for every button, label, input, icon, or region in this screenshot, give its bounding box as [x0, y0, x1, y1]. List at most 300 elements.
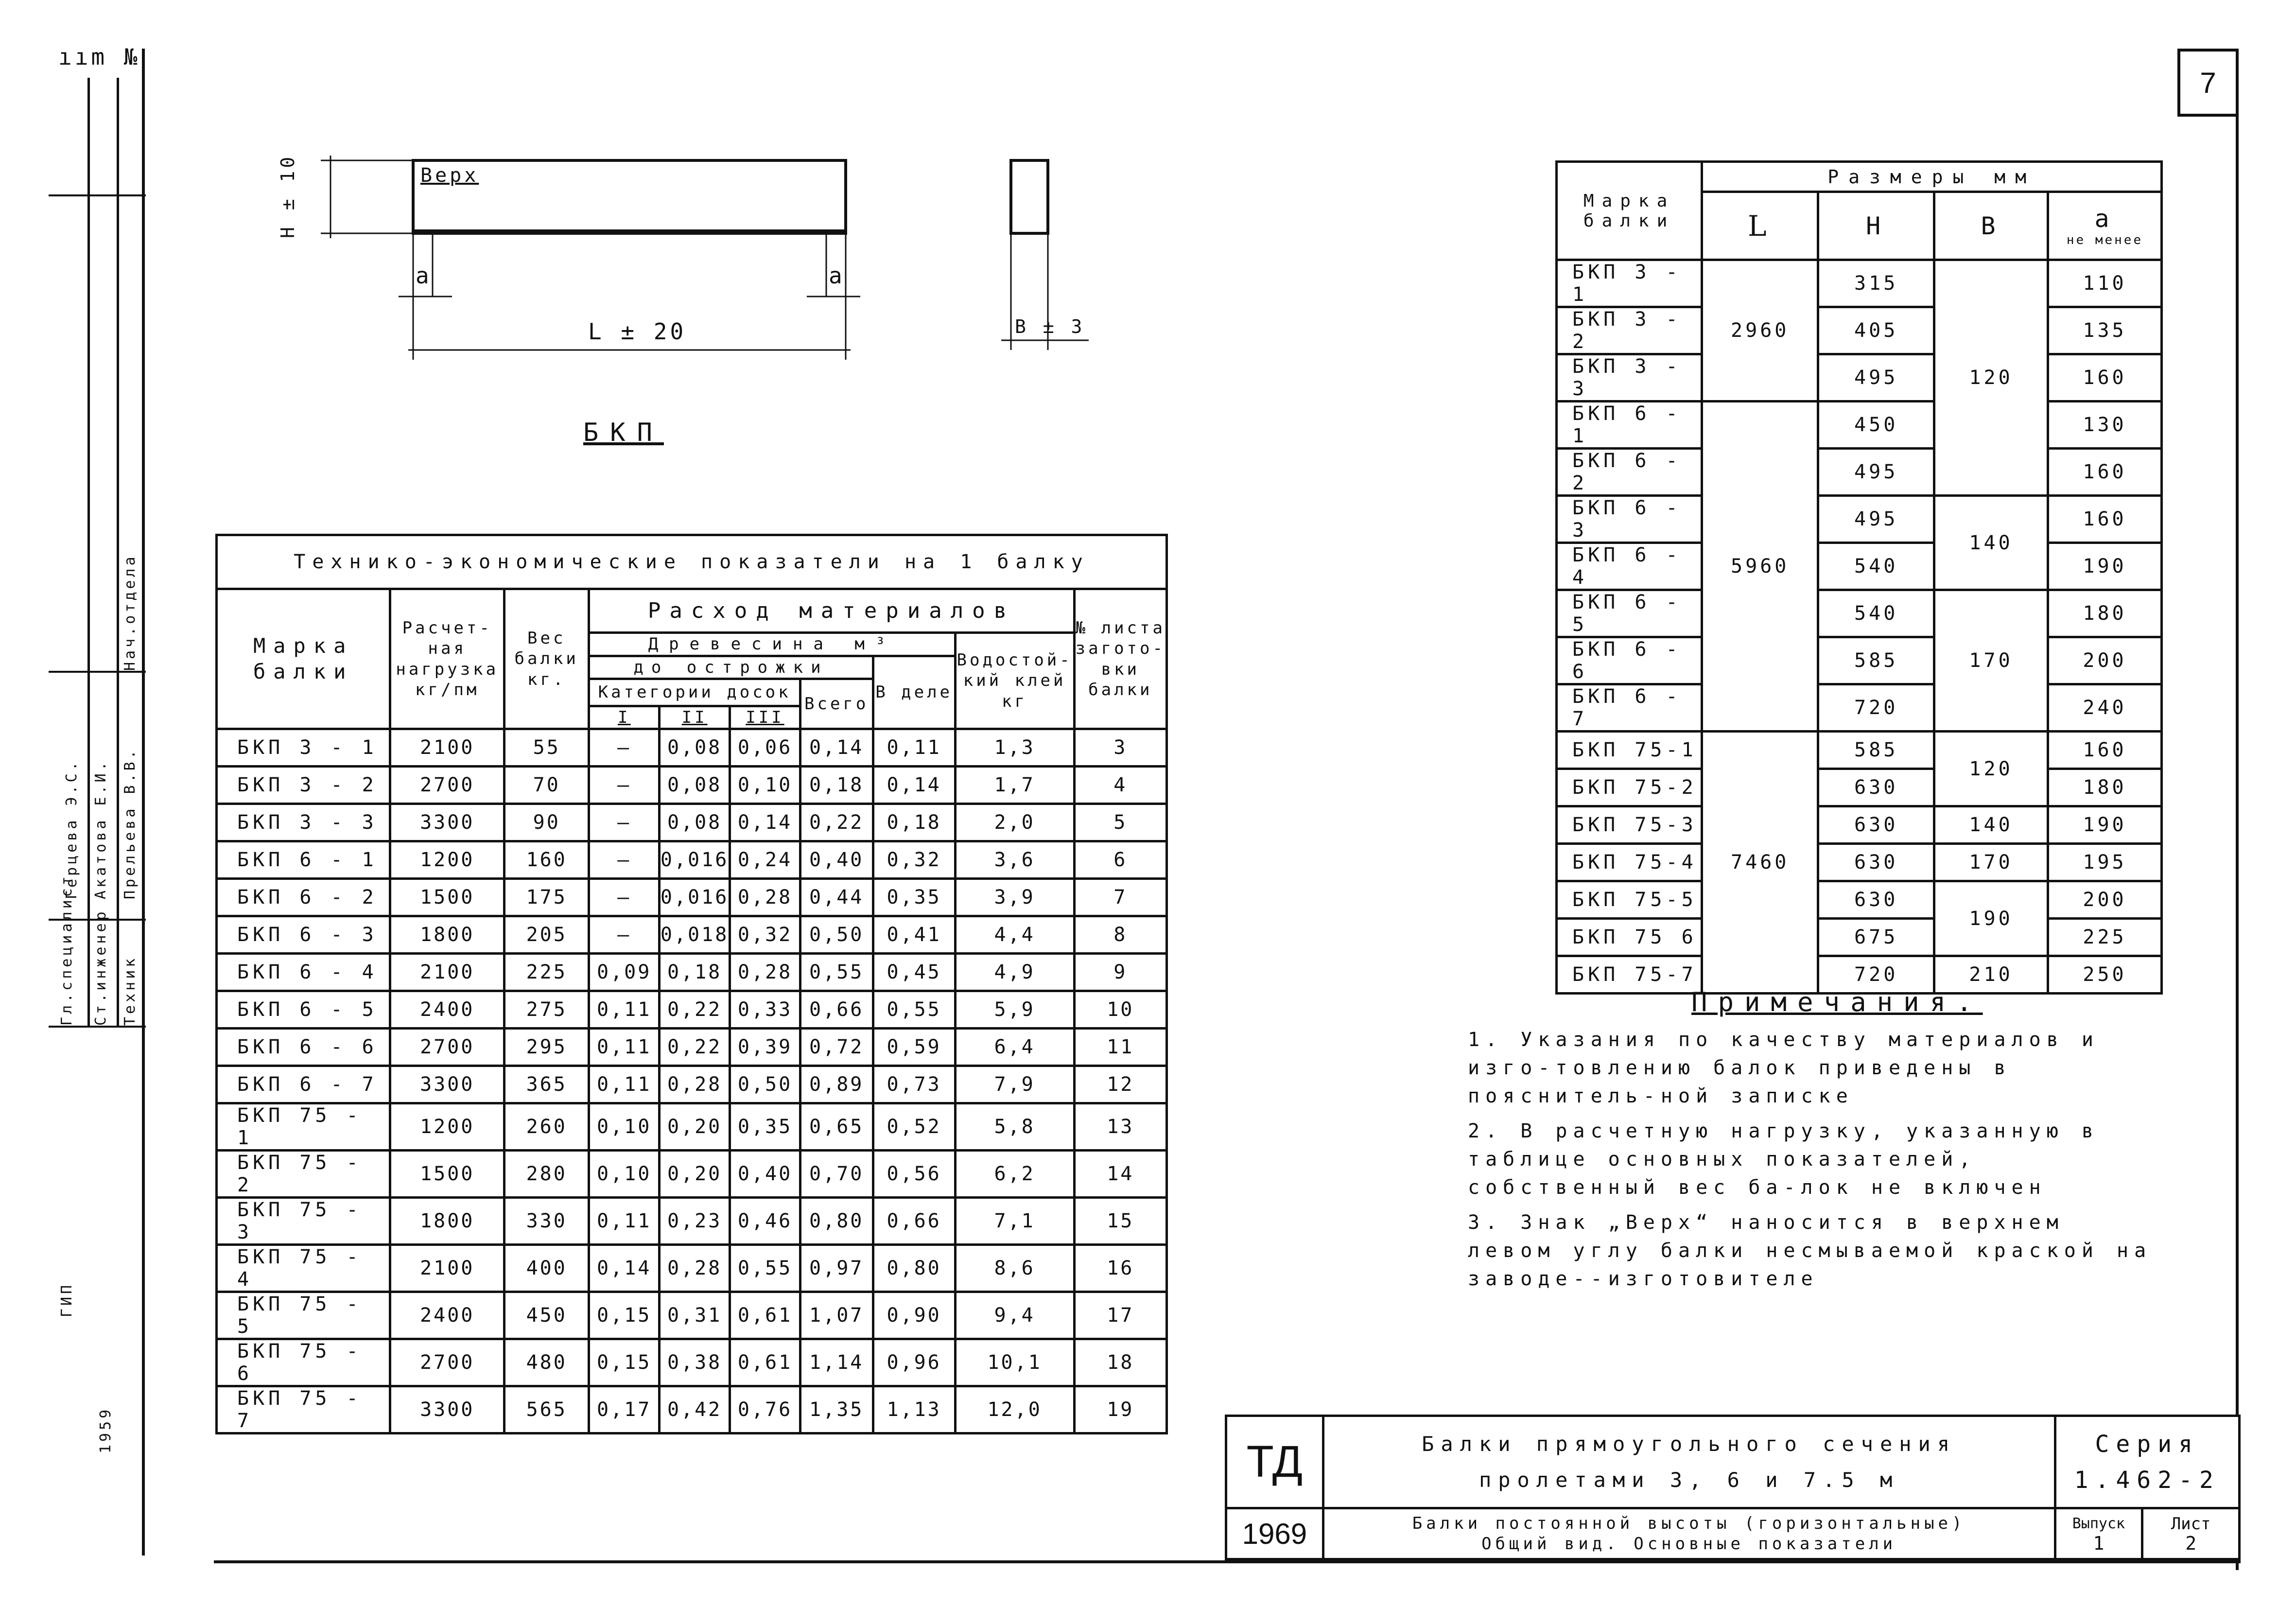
cell-cat2: 0,08	[659, 729, 730, 767]
width-tolerance-label: B ± 3	[1015, 316, 1085, 337]
side-label-head: Нач.отдела	[122, 554, 139, 671]
beam-drawing	[272, 146, 1147, 467]
col-header-total: Всего	[800, 679, 873, 729]
cell-sheet-no: 4	[1074, 767, 1166, 804]
cell-cat3: 0,32	[730, 916, 800, 954]
table-row	[217, 1151, 1167, 1198]
note-item: 2. В расчетную нагрузку, указанную в таблице основных показателей, собственный вес ба-лок не включен	[1468, 1120, 2099, 1199]
cell-total: 0,97	[800, 1245, 873, 1292]
cell-H: 315	[1818, 260, 1934, 307]
cell-glue: 12,0	[955, 1386, 1074, 1433]
board-category-label: Категории досок	[590, 680, 799, 707]
cell-cat1: —	[589, 879, 660, 916]
cell-sheet-no: 11	[1074, 1029, 1166, 1066]
cell-cat1: 0,17	[589, 1386, 660, 1433]
cell-H: 630	[1818, 844, 1934, 881]
cell-mark: БКП 6 - 5	[217, 991, 390, 1029]
cell-sheet-no: 10	[1074, 991, 1166, 1029]
table-row	[1557, 637, 2162, 684]
cell-cat1: 0,09	[589, 954, 660, 991]
cell-mark: БКП 75 - 3	[217, 1198, 390, 1245]
cell-cat1: 0,11	[589, 1066, 660, 1103]
dims-header-L: L	[1702, 192, 1818, 260]
table-row	[1557, 769, 2162, 806]
note-item: 1. Указания по качеству материалов и изго-товлению балок приведены в пояснитель-ной записке	[1468, 1029, 2099, 1107]
table-row	[1557, 732, 2162, 769]
cell-in-work: 0,73	[873, 1066, 955, 1103]
cell-B: 210	[1934, 956, 2048, 994]
cell-cat1: 0,11	[589, 1029, 660, 1066]
cell-mark: БКП 3 - 2	[217, 767, 390, 804]
cell-cat3: 0,46	[730, 1198, 800, 1245]
col-header-in-work: В деле	[873, 656, 955, 729]
cell-a: 180	[2048, 769, 2162, 806]
cell-sheet-no: 16	[1074, 1245, 1166, 1292]
frame-right-line	[2236, 49, 2239, 1570]
cell-cat2: 0,42	[659, 1386, 730, 1433]
cell-a: 200	[2048, 637, 2162, 684]
note-item: 3. Знак „Верх“ наносится в верхнем левом углу балки несмываемой краской на заводе--изготовителе	[1468, 1211, 2152, 1290]
notes-title: Примечания.	[1691, 987, 1983, 1017]
cell-mark: БКП 6 - 2	[217, 879, 390, 916]
cell-glue: 1,3	[955, 729, 1074, 767]
cell-weight: 280	[504, 1151, 589, 1198]
cell-sheet-no: 8	[1074, 916, 1166, 954]
cell-cat3: 0,55	[730, 1245, 800, 1292]
cell-cat1: 0,11	[589, 991, 660, 1029]
stamp-issue	[2055, 1508, 2142, 1559]
table-row	[217, 879, 1167, 916]
cell-sheet-no: 18	[1074, 1339, 1166, 1386]
cell-in-work: 0,32	[873, 841, 955, 879]
cell-in-work: 0,45	[873, 954, 955, 991]
cell-load: 1500	[390, 1151, 504, 1198]
side-extra-2: 1959	[97, 1406, 114, 1453]
cell-sheet-no: 6	[1074, 841, 1166, 879]
cell-B: 120	[1934, 260, 2048, 496]
cell-cat1: 0,10	[589, 1103, 660, 1151]
side-name-3: Прельева В.В.	[122, 747, 139, 899]
cell-a: 160	[2048, 449, 2162, 496]
cell-H: 630	[1818, 806, 1934, 844]
cell-cat2: 0,20	[659, 1151, 730, 1198]
cell-glue: 2,0	[955, 804, 1074, 841]
cell-H: 495	[1818, 354, 1934, 402]
cell-sheet-no: 7	[1074, 879, 1166, 916]
cell-glue: 5,9	[955, 991, 1074, 1029]
cell-glue: 1,7	[955, 767, 1074, 804]
cell-L: 7460	[1702, 732, 1818, 994]
cell-total: 0,40	[800, 841, 873, 879]
cell-cat2: 0,31	[659, 1292, 730, 1339]
tech-economic-table	[215, 534, 1168, 1434]
cell-sheet-no: 19	[1074, 1386, 1166, 1433]
cell-mark: БКП 6 - 6	[1557, 637, 1702, 684]
cell-cat3: 0,35	[730, 1103, 800, 1151]
cell-a: 130	[2048, 402, 2162, 449]
cell-load: 2400	[390, 1292, 504, 1339]
cell-a: 160	[2048, 354, 2162, 402]
cell-H: 495	[1818, 496, 1934, 543]
cell-cat3: 0,40	[730, 1151, 800, 1198]
cell-H: 630	[1818, 881, 1934, 919]
cell-weight: 565	[504, 1386, 589, 1433]
cell-weight: 365	[504, 1066, 589, 1103]
table-row	[217, 916, 1167, 954]
support-right-label: a	[829, 262, 845, 289]
table-row	[1557, 919, 2162, 956]
cell-a: 190	[2048, 543, 2162, 590]
cell-in-work: 0,41	[873, 916, 955, 954]
cell-glue: 4,4	[955, 916, 1074, 954]
cell-H: 675	[1818, 919, 1934, 956]
cell-mark: БКП 6 - 1	[1557, 402, 1702, 449]
cell-a: 225	[2048, 919, 2162, 956]
side-label-specialist: Гл.специалист	[58, 874, 75, 1026]
length-tolerance-label: L ± 20	[588, 318, 687, 345]
cell-mark: БКП 6 - 3	[217, 916, 390, 954]
drawing-caption: БКП	[583, 418, 664, 447]
cell-cat2: 0,22	[659, 991, 730, 1029]
stamp-sheet-label: Лист	[2171, 1514, 2211, 1534]
cell-cat3: 0,10	[730, 767, 800, 804]
cell-sheet-no: 14	[1074, 1151, 1166, 1198]
cell-weight: 175	[504, 879, 589, 916]
table-row	[1557, 260, 2162, 307]
cell-cat3: 0,39	[730, 1029, 800, 1066]
cell-cat1: 0,14	[589, 1245, 660, 1292]
stamp-issue-value: 1	[2093, 1533, 2105, 1554]
height-tolerance-label: H ± 10	[277, 154, 298, 238]
table-row	[217, 1245, 1167, 1292]
cell-a: 160	[2048, 496, 2162, 543]
cell-glue: 7,9	[955, 1066, 1074, 1103]
cell-H: 720	[1818, 684, 1934, 732]
stamp-org: ТД	[1226, 1416, 1323, 1508]
cell-in-work: 0,66	[873, 1198, 955, 1245]
cell-sheet-no: 3	[1074, 729, 1166, 767]
cell-in-work: 0,59	[873, 1029, 955, 1066]
table-row	[217, 767, 1167, 804]
cell-load: 3300	[390, 1066, 504, 1103]
cell-a: 190	[2048, 806, 2162, 844]
cell-a: 250	[2048, 956, 2162, 994]
table-row	[217, 1198, 1167, 1245]
table-row	[1557, 402, 2162, 449]
cell-mark: БКП 6 - 4	[1557, 543, 1702, 590]
table-row	[1557, 307, 2162, 354]
cell-total: 0,89	[800, 1066, 873, 1103]
cell-glue: 10,1	[955, 1339, 1074, 1386]
cell-cat3: 0,24	[730, 841, 800, 879]
cell-a: 110	[2048, 260, 2162, 307]
cell-weight: 260	[504, 1103, 589, 1151]
cell-total: 1,35	[800, 1386, 873, 1433]
cell-mark: БКП 75-3	[1557, 806, 1702, 844]
table-row	[1557, 449, 2162, 496]
cell-B: 120	[1934, 732, 2048, 806]
cell-cat2: 0,28	[659, 1245, 730, 1292]
table-row	[1557, 543, 2162, 590]
cell-weight: 90	[504, 804, 589, 841]
stamp-series-value: 1.462-2	[2074, 1466, 2220, 1494]
table-row	[1557, 844, 2162, 881]
table-row	[217, 1029, 1167, 1066]
cell-in-work: 0,52	[873, 1103, 955, 1151]
cell-in-work: 0,90	[873, 1292, 955, 1339]
stamp-year: 1969	[1226, 1508, 1323, 1559]
cell-cat3: 0,14	[730, 804, 800, 841]
cell-load: 2100	[390, 954, 504, 991]
stamp-series-label: Серия	[2095, 1430, 2199, 1458]
table-row	[217, 1292, 1167, 1339]
side-name-2: Акатова Е.И.	[92, 759, 109, 899]
sheet-number: 7	[2200, 66, 2216, 99]
cell-cat1: 0,15	[589, 1292, 660, 1339]
cell-glue: 3,9	[955, 879, 1074, 916]
cell-load: 3300	[390, 804, 504, 841]
cell-mark: БКП 75 - 4	[217, 1245, 390, 1292]
cell-a: 180	[2048, 590, 2162, 637]
table-row	[1557, 881, 2162, 919]
cell-cat2: 0,28	[659, 1066, 730, 1103]
cell-glue: 9,4	[955, 1292, 1074, 1339]
table-row	[217, 954, 1167, 991]
cat-2-label: II	[661, 707, 731, 728]
cell-mark: БКП 75 - 2	[217, 1151, 390, 1198]
table-row	[217, 1103, 1167, 1151]
stamp-title-line2: пролетами 3, 6 и 7.5 м	[1478, 1468, 1899, 1492]
cell-sheet-no: 17	[1074, 1292, 1166, 1339]
dimensions-table	[1555, 160, 2163, 995]
cell-glue: 3,6	[955, 841, 1074, 879]
cell-weight: 205	[504, 916, 589, 954]
stamp-subtitle	[1323, 1508, 2055, 1559]
cell-cat3: 0,33	[730, 991, 800, 1029]
dims-header-B: B	[1934, 192, 2048, 260]
cell-weight: 55	[504, 729, 589, 767]
stamp-sheet-value: 2	[2185, 1533, 2197, 1554]
cell-total: 0,72	[800, 1029, 873, 1066]
stamp-issue-label: Выпуск	[2072, 1515, 2125, 1532]
col-header-consumption: Расход материалов	[589, 589, 1074, 633]
cell-weight: 275	[504, 991, 589, 1029]
cell-cat1: —	[589, 804, 660, 841]
cell-glue: 5,8	[955, 1103, 1074, 1151]
cell-total: 0,44	[800, 879, 873, 916]
top-marker-label: Верх	[420, 164, 479, 187]
table-row	[217, 841, 1167, 879]
cell-total: 1,07	[800, 1292, 873, 1339]
cell-H: 585	[1818, 732, 1934, 769]
cell-total: 0,66	[800, 991, 873, 1029]
stamp-subtitle-line2: Общий вид. Основные показатели	[1481, 1534, 1897, 1554]
cell-mark: БКП 75 6	[1557, 919, 1702, 956]
cell-mark: БКП 75 - 1	[217, 1103, 390, 1151]
cell-cat1: 0,11	[589, 1198, 660, 1245]
notes-list	[1468, 1026, 2168, 1293]
cell-cat2: 0,016	[659, 879, 730, 916]
cell-cat3: 0,61	[730, 1339, 800, 1386]
cell-cat2: 0,018	[659, 916, 730, 954]
cell-mark: БКП 6 - 4	[217, 954, 390, 991]
cell-in-work: 0,18	[873, 804, 955, 841]
cell-H: 540	[1818, 543, 1934, 590]
cell-load: 2100	[390, 729, 504, 767]
dims-table-body	[1557, 260, 2162, 994]
cell-in-work: 0,11	[873, 729, 955, 767]
cell-cat3: 0,76	[730, 1386, 800, 1433]
stamp-sheet	[2142, 1508, 2240, 1559]
cell-mark: БКП 75 - 5	[217, 1292, 390, 1339]
dims-header-a-symbol: a	[2094, 204, 2115, 233]
cell-a: 195	[2048, 844, 2162, 881]
cell-glue: 4,9	[955, 954, 1074, 991]
cell-total: 0,70	[800, 1151, 873, 1198]
cat-3-label: III	[746, 707, 784, 727]
sheet-number-box	[2177, 49, 2239, 117]
side-name-1: Герцева Э.С.	[63, 759, 80, 899]
cell-a: 240	[2048, 684, 2162, 732]
table-row	[1557, 496, 2162, 543]
table-row	[217, 1066, 1167, 1103]
cell-cat2: 0,22	[659, 1029, 730, 1066]
col-header-wood: Древесина м³	[589, 633, 955, 656]
table-row	[217, 1339, 1167, 1386]
cell-cat2: 0,23	[659, 1198, 730, 1245]
cell-mark: БКП 3 - 1	[1557, 260, 1702, 307]
side-strip	[0, 44, 146, 1453]
cell-weight: 225	[504, 954, 589, 991]
cell-load: 1200	[390, 841, 504, 879]
col-header-weight: Вес балки кг.	[504, 589, 589, 729]
cell-H: 540	[1818, 590, 1934, 637]
cell-weight: 295	[504, 1029, 589, 1066]
cell-a: 160	[2048, 732, 2162, 769]
cell-total: 0,14	[800, 729, 873, 767]
dims-header-H: H	[1818, 192, 1934, 260]
cell-total: 0,55	[800, 954, 873, 991]
cell-sheet-no: 5	[1074, 804, 1166, 841]
cell-total: 1,14	[800, 1339, 873, 1386]
table-row	[1557, 806, 2162, 844]
cell-total: 0,65	[800, 1103, 873, 1151]
corner-label: ıım №	[58, 44, 140, 70]
cell-H: 720	[1818, 956, 1934, 994]
tech-table-body	[217, 729, 1167, 1433]
cell-in-work: 0,80	[873, 1245, 955, 1292]
cell-cat3: 0,61	[730, 1292, 800, 1339]
col-header-board-category	[589, 679, 800, 729]
cell-cat2: 0,08	[659, 804, 730, 841]
cell-mark: БКП 75-2	[1557, 769, 1702, 806]
cell-cat1: —	[589, 767, 660, 804]
cell-cat1: 0,10	[589, 1151, 660, 1198]
cell-load: 1200	[390, 1103, 504, 1151]
table-row	[1557, 684, 2162, 732]
cell-sheet-no: 9	[1074, 954, 1166, 991]
cell-a: 135	[2048, 307, 2162, 354]
cell-mark: БКП 75 - 7	[217, 1386, 390, 1433]
cell-total: 0,18	[800, 767, 873, 804]
cell-in-work: 0,96	[873, 1339, 955, 1386]
stamp-series	[2055, 1416, 2240, 1508]
cell-H: 630	[1818, 769, 1934, 806]
cell-mark: БКП 3 - 1	[217, 729, 390, 767]
cell-cat2: 0,016	[659, 841, 730, 879]
col-header-mark: Марка балки	[217, 589, 390, 729]
dims-header-a-note: не менее	[2066, 232, 2143, 247]
col-header-glue: Водостой-кий клей кг	[955, 633, 1074, 729]
cell-load: 1800	[390, 1198, 504, 1245]
table-row	[217, 804, 1167, 841]
cell-weight: 330	[504, 1198, 589, 1245]
table-row	[217, 1386, 1167, 1433]
cell-load: 2400	[390, 991, 504, 1029]
cell-a: 200	[2048, 881, 2162, 919]
title-block	[1225, 1415, 2241, 1560]
stamp-subtitle-line1: Балки постоянной высоты (горизонтальные)	[1412, 1514, 1966, 1533]
cell-B: 140	[1934, 806, 2048, 844]
cell-in-work: 0,56	[873, 1151, 955, 1198]
cell-total: 0,50	[800, 916, 873, 954]
cell-mark: БКП 75-5	[1557, 881, 1702, 919]
side-extra-1: ГИП	[58, 1282, 75, 1317]
cell-B: 190	[1934, 881, 2048, 956]
cell-load: 3300	[390, 1386, 504, 1433]
table-row	[217, 991, 1167, 1029]
cell-H: 495	[1818, 449, 1934, 496]
cell-H: 450	[1818, 402, 1934, 449]
cell-cat3: 0,28	[730, 954, 800, 991]
cell-in-work: 1,13	[873, 1386, 955, 1433]
cell-mark: БКП 75-7	[1557, 956, 1702, 994]
cell-weight: 480	[504, 1339, 589, 1386]
cell-load: 1500	[390, 879, 504, 916]
cell-mark: БКП 75-4	[1557, 844, 1702, 881]
col-header-load: Расчет-ная нагрузка кг/пм	[390, 589, 504, 729]
cell-cat3: 0,28	[730, 879, 800, 916]
cell-load: 2100	[390, 1245, 504, 1292]
cell-in-work: 0,14	[873, 767, 955, 804]
table-row	[1557, 590, 2162, 637]
cell-cat1: —	[589, 916, 660, 954]
cell-weight: 400	[504, 1245, 589, 1292]
cell-sheet-no: 12	[1074, 1066, 1166, 1103]
cell-load: 2700	[390, 767, 504, 804]
dims-header-sizes: Размеры мм	[1702, 162, 2162, 192]
cell-load: 2700	[390, 1029, 504, 1066]
cell-weight: 70	[504, 767, 589, 804]
cell-mark: БКП 3 - 3	[217, 804, 390, 841]
cell-in-work: 0,55	[873, 991, 955, 1029]
cell-sheet-no: 13	[1074, 1103, 1166, 1151]
dims-header-mark: Марка балки	[1557, 162, 1702, 260]
cell-mark: БКП 6 - 3	[1557, 496, 1702, 543]
cell-in-work: 0,35	[873, 879, 955, 916]
frame-bottom-line	[214, 1560, 2241, 1563]
cell-cat1: —	[589, 729, 660, 767]
cell-H: 405	[1818, 307, 1934, 354]
cell-mark: БКП 6 - 6	[217, 1029, 390, 1066]
cell-cat2: 0,20	[659, 1103, 730, 1151]
cell-B: 140	[1934, 496, 2048, 590]
cell-glue: 8,6	[955, 1245, 1074, 1292]
cell-mark: БКП 3 - 3	[1557, 354, 1702, 402]
cell-load: 1800	[390, 916, 504, 954]
table-row	[1557, 354, 2162, 402]
cell-glue: 6,4	[955, 1029, 1074, 1066]
